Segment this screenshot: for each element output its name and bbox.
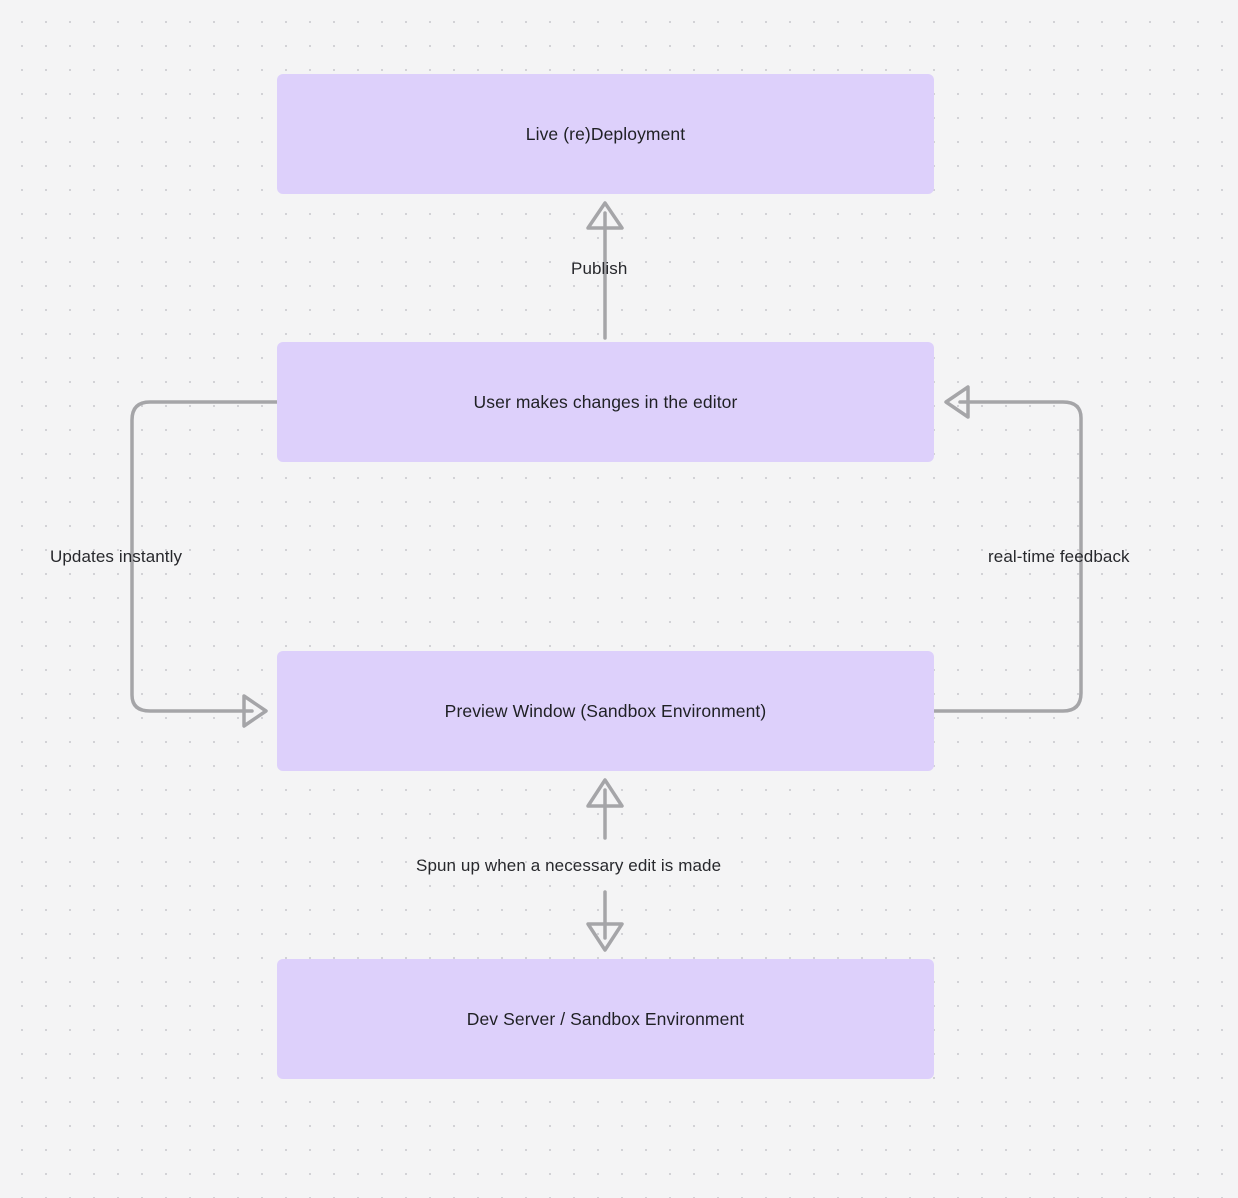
node-user-makes-changes[interactable] bbox=[277, 342, 934, 462]
node-label: Preview Window (Sandbox Environment) bbox=[444, 700, 767, 721]
node-preview-window[interactable] bbox=[277, 651, 934, 771]
node-label: User makes changes in the editor bbox=[473, 391, 738, 412]
edge-label-updates-instantly: Updates instantly bbox=[50, 547, 183, 566]
node-dev-server[interactable] bbox=[277, 959, 934, 1079]
edge-label-publish: Publish bbox=[571, 259, 628, 278]
node-label: Live (re)Deployment bbox=[525, 123, 686, 144]
edge-label-spun-up: Spun up when a necessary edit is made bbox=[416, 856, 722, 875]
edge-label-real-time-feedback: real-time feedback bbox=[988, 547, 1130, 566]
node-live-redeployment[interactable] bbox=[277, 74, 934, 194]
node-label: Dev Server / Sandbox Environment bbox=[466, 1008, 745, 1029]
